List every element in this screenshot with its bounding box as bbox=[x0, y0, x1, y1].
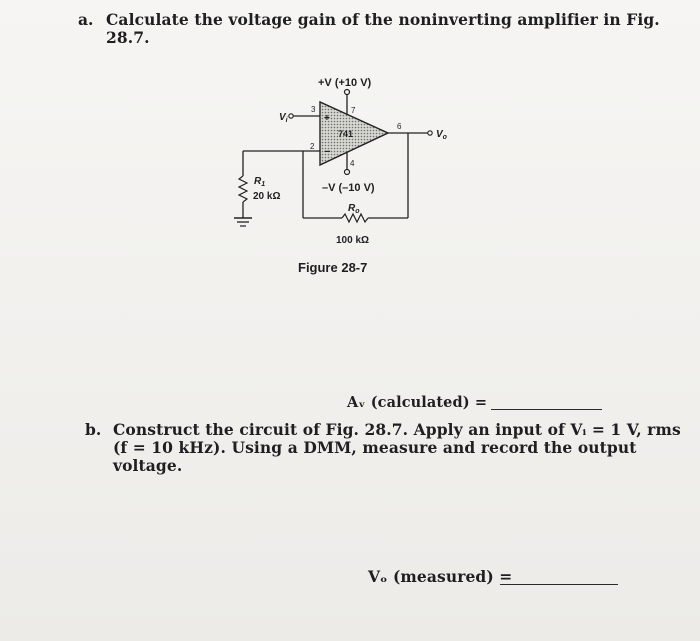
figure-caption: Figure 28-7 bbox=[298, 260, 368, 275]
svg-text:+: + bbox=[324, 113, 330, 124]
pin-6-label: 6 bbox=[397, 122, 402, 131]
r1-name: $R_1$ bbox=[254, 176, 266, 188]
gain-calculated-label: Aᵥ (calculated) = bbox=[347, 394, 488, 411]
feedback-resistor-name: $R_o$ bbox=[348, 203, 360, 215]
output-answer-line[interactable] bbox=[500, 584, 618, 585]
r1-resistor-symbol bbox=[239, 176, 247, 202]
part-a-question-line-1: Calculate the voltage gain of the noninverting amplifier in Fig. bbox=[106, 10, 660, 29]
svg-text:−: − bbox=[324, 146, 331, 158]
pin-2-label: 2 bbox=[310, 142, 315, 151]
part-a-question-line-2: 28.7. bbox=[106, 28, 150, 47]
pin-3-label: 3 bbox=[311, 105, 316, 114]
input-voltage-label: $V_i$ bbox=[279, 112, 288, 124]
part-a-label: a. bbox=[78, 10, 94, 29]
output-measured-label: Vₒ (measured) = bbox=[368, 567, 513, 586]
part-b-question-line-2: (f = 10 kHz). Using a DMM, measure and record the output bbox=[113, 438, 637, 457]
part-b-label: b. bbox=[85, 420, 102, 439]
chip-label: 741 bbox=[338, 129, 354, 139]
pin-4-label: 4 bbox=[350, 159, 355, 168]
negative-supply-label: –V (–10 V) bbox=[322, 182, 375, 194]
part-b-question-line-3: voltage. bbox=[113, 456, 183, 475]
pin-7-label: 7 bbox=[351, 106, 356, 115]
positive-supply-label: +V (+10 V) bbox=[318, 77, 372, 89]
r1-value: 20 kΩ bbox=[253, 191, 281, 202]
feedback-resistor-symbol bbox=[342, 214, 368, 222]
output-voltage-label: $V_o$ bbox=[436, 129, 447, 141]
part-b-question-line-1: Construct the circuit of Fig. 28.7. Apply an input of Vᵢ = 1 V, rms bbox=[113, 420, 681, 439]
gain-answer-line[interactable] bbox=[491, 409, 602, 410]
feedback-resistor-value: 100 kΩ bbox=[336, 235, 370, 246]
